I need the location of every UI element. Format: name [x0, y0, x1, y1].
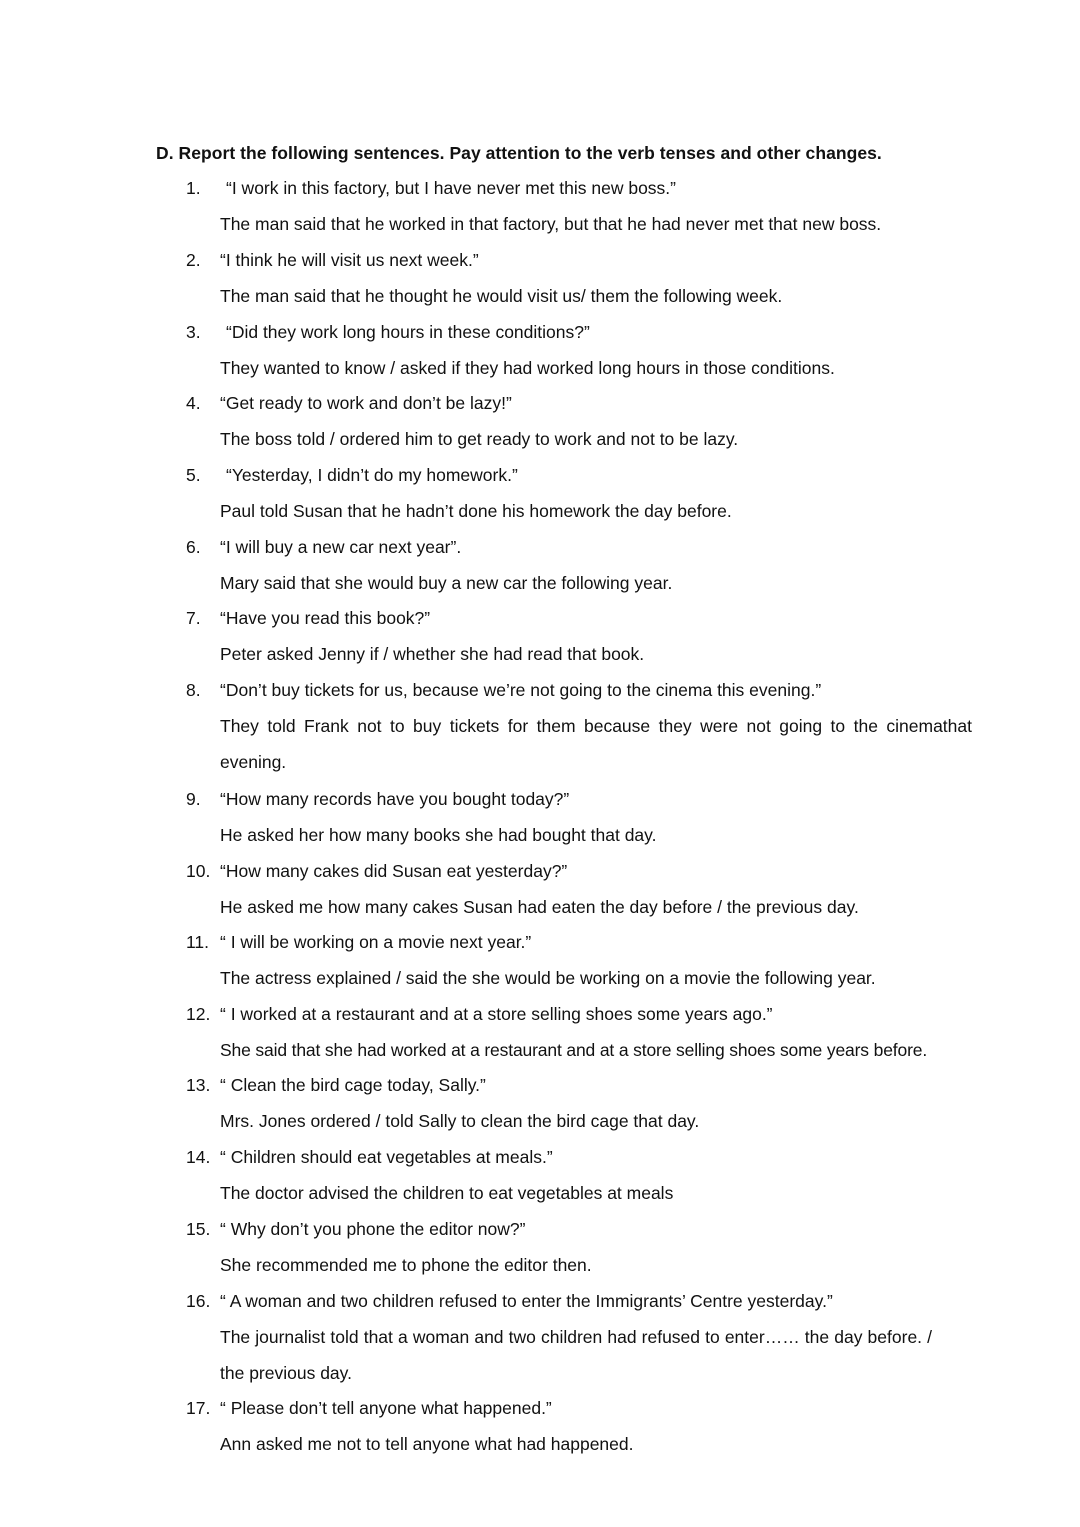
reported-speech: She said that she had worked at a restaurant and at a store selling shoes some years before. — [220, 1040, 928, 1060]
reported-speech: The journalist told that a woman and two children had refused to enter…… the day before. / the previous day. — [220, 1327, 932, 1383]
item-number: 9. — [186, 789, 201, 809]
item-number: 17. — [186, 1398, 211, 1418]
item-number: 14. — [186, 1147, 211, 1167]
item-number: 13. — [186, 1075, 211, 1095]
direct-speech: “ Children should eat vegetables at meals.” — [220, 1147, 553, 1167]
reported-speech: They told Frank not to buy tickets for them because they were not going to the cinemathat evening. — [220, 716, 972, 772]
direct-speech: “I think he will visit us next week.” — [220, 250, 479, 270]
item-number: 15. — [186, 1219, 211, 1239]
reported-speech: They wanted to know / asked if they had worked long hours in those conditions. — [220, 358, 835, 378]
item-number: 2. — [186, 250, 201, 270]
direct-speech: “Have you read this book?” — [220, 608, 431, 628]
direct-speech: “I work in this factory, but I have never met this new boss.” — [226, 178, 676, 198]
item-number: 16. — [186, 1291, 211, 1311]
reported-speech: He asked me how many cakes Susan had eaten the day before / the previous day. — [220, 897, 859, 917]
direct-speech: “ Why don’t you phone the editor now?” — [220, 1219, 526, 1239]
reported-speech: He asked her how many books she had bought that day. — [220, 825, 657, 845]
direct-speech: “Don’t buy tickets for us, because we’re not going to the cinema this evening.” — [220, 680, 822, 700]
direct-speech: “ Clean the bird cage today, Sally.” — [220, 1075, 486, 1095]
direct-speech: “I will buy a new car next year”. — [220, 537, 462, 557]
item-number: 12. — [186, 1004, 211, 1024]
reported-speech: Ann asked me not to tell anyone what had happened. — [220, 1434, 634, 1454]
reported-speech: The boss told / ordered him to get ready to work and not to be lazy. — [220, 429, 739, 449]
direct-speech: “ Please don’t tell anyone what happened.” — [220, 1398, 552, 1418]
reported-speech: The man said that he worked in that factory, but that he had never met that new boss. — [220, 214, 882, 234]
direct-speech: “How many cakes did Susan eat yesterday?” — [220, 861, 568, 881]
item-number: 8. — [186, 680, 201, 700]
direct-speech: “ I worked at a restaurant and at a store selling shoes some years ago.” — [220, 1004, 773, 1024]
direct-speech: “ I will be working on a movie next year.” — [220, 932, 532, 952]
reported-speech: Paul told Susan that he hadn’t done his homework the day before. — [220, 501, 732, 521]
direct-speech: “How many records have you bought today?” — [220, 789, 570, 809]
direct-speech: “Yesterday, I didn’t do my homework.” — [226, 465, 518, 485]
reported-speech: She recommended me to phone the editor then. — [220, 1255, 592, 1275]
item-number: 11. — [186, 932, 210, 952]
reported-speech: The man said that he thought he would visit us/ them the following week. — [220, 286, 783, 306]
reported-speech: The doctor advised the children to eat vegetables at meals — [220, 1183, 674, 1203]
reported-speech: The actress explained / said the she would be working on a movie the following year. — [220, 968, 876, 988]
item-number: 4. — [186, 393, 201, 413]
item-number: 3. — [186, 322, 201, 342]
reported-speech: Mary said that she would buy a new car the following year. — [220, 573, 673, 593]
item-number: 5. — [186, 465, 201, 485]
reported-speech: Mrs. Jones ordered / told Sally to clean the bird cage that day. — [220, 1111, 700, 1131]
item-number: 6. — [186, 537, 201, 557]
direct-speech: “Get ready to work and don’t be lazy!” — [220, 393, 512, 413]
direct-speech: “Did they work long hours in these conditions?” — [226, 322, 590, 342]
reported-speech: Peter asked Jenny if / whether she had read that book. — [220, 644, 645, 664]
exercise-heading: D. Report the following sentences. Pay attention to the verb tenses and other changes. — [156, 143, 882, 163]
item-number: 1. — [186, 178, 201, 198]
item-number: 10. — [186, 861, 211, 881]
item-number: 7. — [186, 608, 201, 628]
direct-speech: “ A woman and two children refused to enter the Immigrants’ Centre yesterday.” — [220, 1291, 833, 1311]
